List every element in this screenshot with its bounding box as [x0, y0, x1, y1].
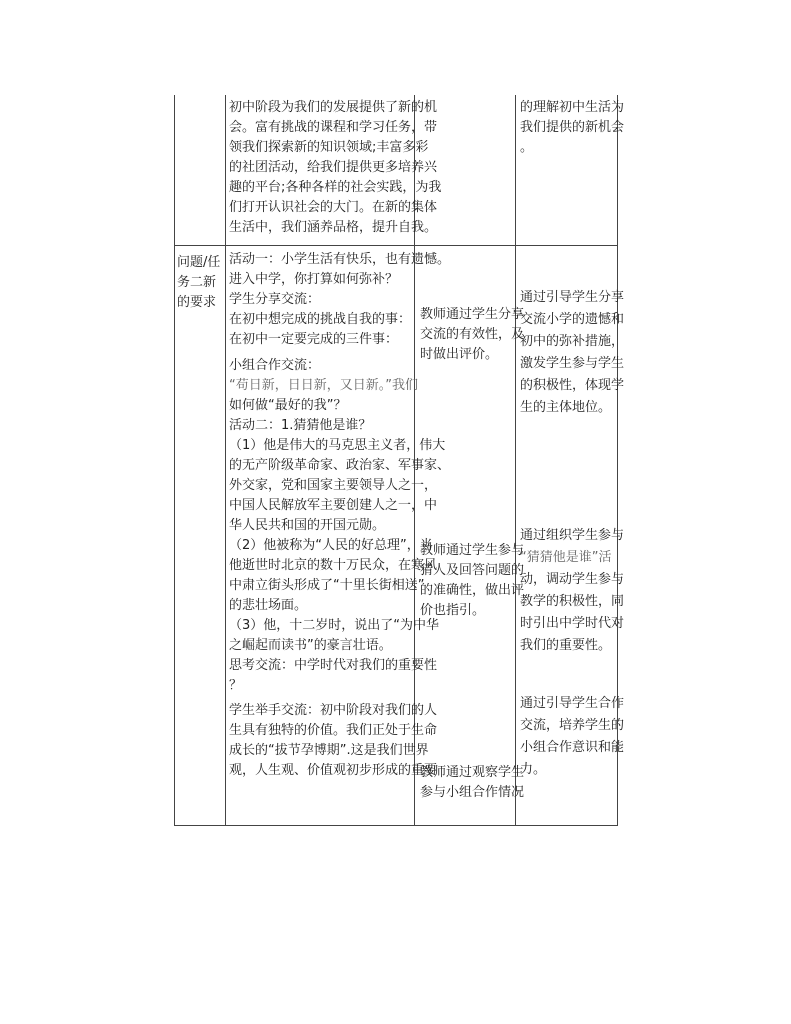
- text-line: 中肃立街头形成了“十里长街相送”: [229, 578, 425, 593]
- text-line: 的准确性，做出评: [420, 583, 525, 598]
- text-line: 他逝世时北京的数十万民众，在寒风: [229, 558, 438, 573]
- text-line: 的积极性，体现学: [520, 378, 625, 393]
- table-column-divider: [225, 95, 226, 826]
- text-line: 趣的平台;各种各样的社会实践，为我: [229, 180, 442, 195]
- row2-intent-2: [520, 525, 624, 657]
- text-line: 华人民共和国的开国元勋。: [229, 518, 386, 533]
- text-line: 的要求: [177, 295, 217, 310]
- text-line: 在初中想完成的挑战自我的事：: [229, 312, 412, 327]
- text-line: 时引出中学时代对: [520, 616, 625, 631]
- text-line: 。: [520, 140, 534, 155]
- text-line: 力。: [520, 762, 547, 777]
- text-line: 价也指引。: [420, 603, 486, 618]
- text-line: “苟日新，日日新，又日新。”我们: [229, 378, 418, 393]
- text-line: 之崛起而读书”的豪言壮语。: [229, 638, 392, 653]
- text-line: ？: [229, 678, 243, 693]
- row2-evaluation-2: [420, 541, 524, 621]
- text-line: 时做出评价。: [420, 347, 499, 362]
- text-line: 交流小学的遗憾和: [520, 312, 625, 327]
- text-line: 成长的“拔节孕博期”.这是我们世界: [229, 743, 429, 758]
- text-line: 激发学生参与学生: [520, 356, 625, 371]
- text-line: “猜猜他是谁”活: [520, 550, 612, 565]
- text-line: 思考交流：中学时代对我们的重要性: [229, 658, 438, 673]
- row2-label: [177, 253, 220, 313]
- text-line: 小组合作交流：: [229, 358, 321, 373]
- text-line: 活动二：1.猜猜他是谁？: [229, 418, 372, 433]
- row2-evaluation-3: [420, 763, 524, 803]
- text-line: 通过引导学生分享: [520, 290, 625, 305]
- text-line: 问题/任: [177, 255, 221, 270]
- text-line: 在初中一定要完成的三件事：: [229, 332, 399, 347]
- text-line: 中国人民解放军主要创建人之一，中: [229, 498, 438, 513]
- row2-evaluation-1: [420, 305, 524, 365]
- text-line: 通过引导学生合作: [520, 696, 625, 711]
- text-line: 活动一：小学生活有快乐，也有遗憾。: [229, 252, 451, 267]
- row2-intent-3: [520, 693, 624, 781]
- text-line: 的无产阶级革命家、政治家、军事家、: [229, 458, 451, 473]
- text-line: 参与小组合作情况: [420, 785, 525, 800]
- text-line: （2）他被称为“人民的好总理”，当: [229, 538, 433, 553]
- text-line: 初中的弥补措施，: [520, 334, 625, 349]
- text-line: 学生分享交流：: [229, 292, 321, 307]
- text-line: 生的主体地位。: [520, 400, 612, 415]
- text-line: 领我们探索新的知识领域;丰富多彩: [229, 140, 429, 155]
- text-line: 生具有独特的价值。我们正处于生命: [229, 723, 438, 738]
- table-row-divider: [174, 245, 618, 246]
- row1-content: [229, 98, 441, 238]
- table-border-bottom: [174, 825, 618, 826]
- table-border-left: [174, 95, 175, 826]
- text-line: 教师通过学生参与: [420, 543, 525, 558]
- text-line: 如何做“最好的我”？: [229, 398, 347, 413]
- lesson-table: [174, 95, 625, 826]
- text-line: 我们的重要性。: [520, 638, 612, 653]
- text-line: 动，调动学生参与: [520, 572, 625, 587]
- text-line: 教师通过观察学生: [420, 765, 525, 780]
- text-line: 我们提供的新机会: [520, 120, 625, 135]
- text-line: 的悲壮场面。: [229, 598, 308, 613]
- text-line: 猜人及回答问题的: [420, 563, 525, 578]
- row1-intent: [520, 98, 624, 158]
- text-line: 初中阶段为我们的发展提供了新的机: [229, 100, 438, 115]
- text-line: 学生举手交流：初中阶段对我们的人: [229, 703, 438, 718]
- text-line: （3）他，十二岁时，说出了“为中华: [229, 618, 440, 633]
- text-line: 的社团活动，给我们提供更多培养兴: [229, 160, 438, 175]
- text-line: 们打开认识社会的大门。在新的集体: [229, 200, 438, 215]
- text-line: 小组合作意识和能: [520, 740, 625, 755]
- text-line: 教师通过学生分享: [420, 307, 525, 322]
- text-line: 生活中，我们涵养品格，提升自我。: [229, 220, 438, 235]
- text-line: 观，人生观、价值观初步形成的重要: [229, 763, 438, 778]
- text-line: 务二新: [177, 275, 217, 290]
- text-line: （1）他是伟大的马克思主义者，伟大: [229, 438, 446, 453]
- text-line: 外交家，党和国家主要领导人之一，: [229, 478, 438, 493]
- table-column-divider: [515, 95, 516, 826]
- text-line: 交流的有效性，及: [420, 327, 525, 342]
- text-line: 教学的积极性，同: [520, 594, 625, 609]
- text-line: 的理解初中生活为: [520, 100, 625, 115]
- text-line: 会。富有挑战的课程和学习任务，带: [229, 120, 438, 135]
- text-line: 交流，培养学生的: [520, 718, 625, 733]
- row2-content: [229, 250, 450, 781]
- text-line: 进入中学，你打算如何弥补？: [229, 272, 399, 287]
- row2-intent-1: [520, 287, 624, 419]
- text-line: 通过组织学生参与: [520, 528, 625, 543]
